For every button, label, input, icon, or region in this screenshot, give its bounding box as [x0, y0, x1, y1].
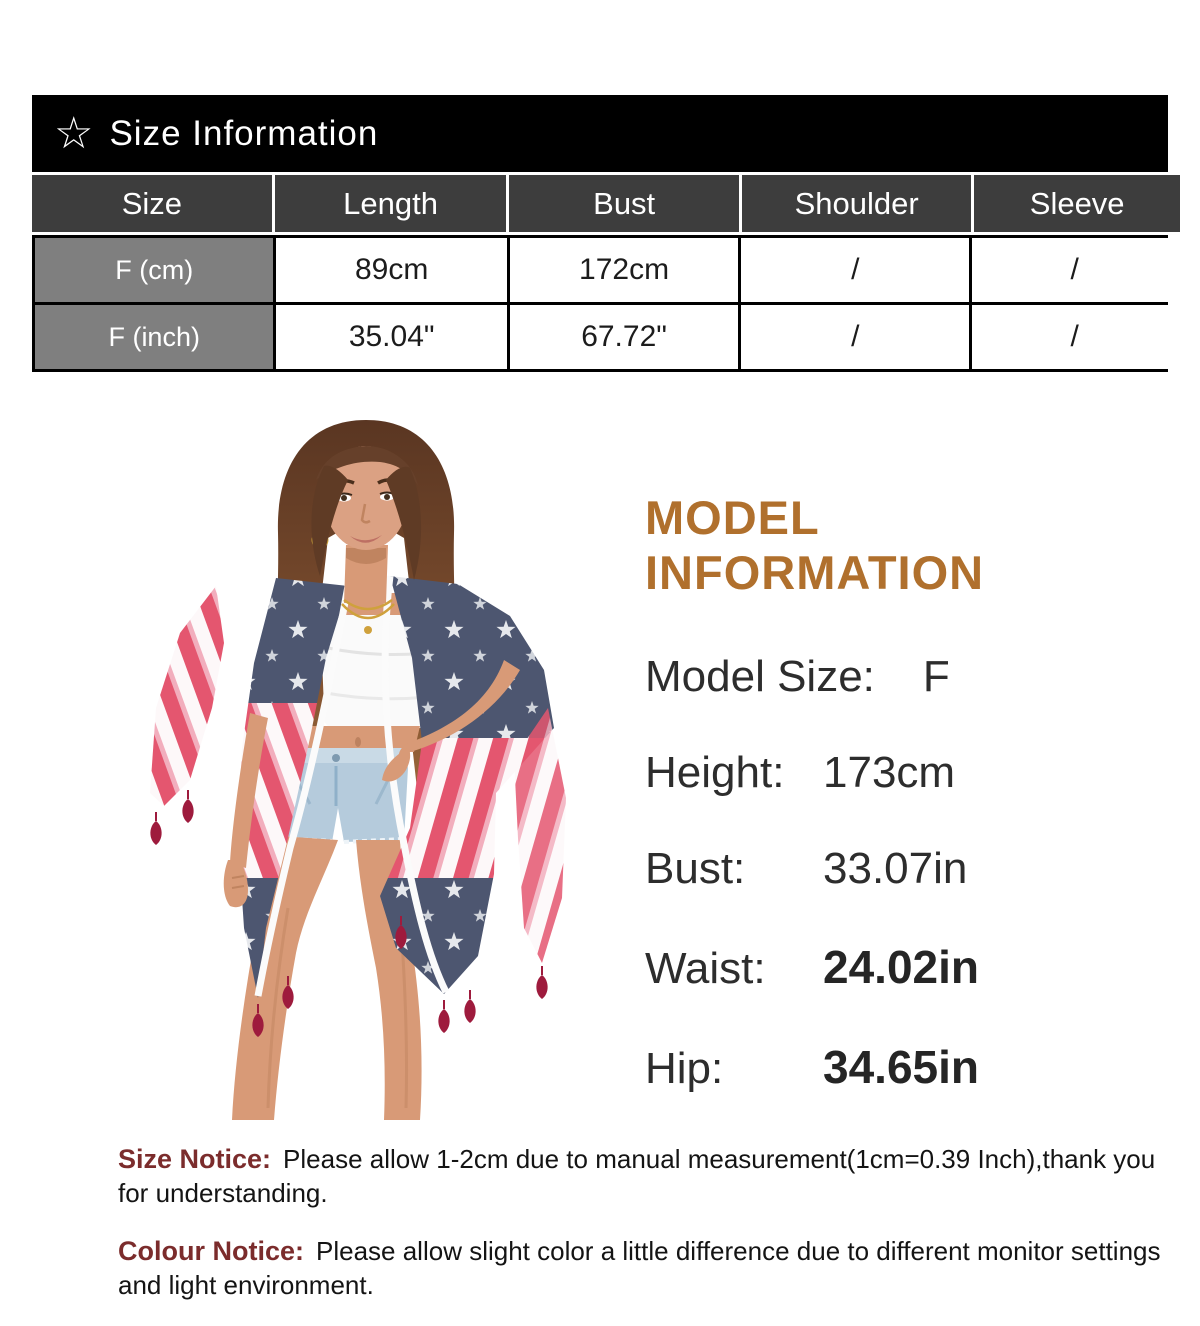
cell-cm-length: 89cm	[276, 238, 507, 302]
model-information-title: MODEL INFORMATION	[645, 491, 985, 599]
kimono-left-sleeve-drape	[150, 586, 224, 806]
model-size-label: Model Size:	[645, 652, 875, 701]
waist-label: Waist:	[645, 944, 766, 993]
header-sleeve: Sleeve	[974, 175, 1180, 232]
size-notice	[118, 1142, 1188, 1211]
hip-label: Hip:	[645, 1044, 724, 1093]
model-photo	[128, 408, 610, 1120]
colour-notice	[118, 1234, 1188, 1303]
cell-inch-sleeve: /	[972, 305, 1177, 369]
size-notice-text: Please allow 1-2cm due to manual measurement(1cm=0.39 Inch),thank you for understanding.	[118, 1144, 1156, 1209]
waist-value: 24.02in	[823, 941, 979, 993]
model-size-value: F	[922, 652, 950, 701]
row-label-inch: F (inch)	[35, 305, 273, 369]
model-size-row	[645, 652, 1165, 702]
bust-row	[645, 844, 1165, 894]
height-row	[645, 748, 1165, 798]
model-photo-illustration	[128, 408, 610, 1120]
cell-inch-length: 35.04"	[276, 305, 507, 369]
star-outline-icon: ☆	[54, 108, 94, 158]
row-label-cm: F (cm)	[35, 238, 273, 302]
cell-cm-bust: 172cm	[510, 238, 738, 302]
size-table-body	[32, 235, 1168, 372]
cell-inch-shoulder: /	[741, 305, 969, 369]
waist-row	[645, 940, 1165, 994]
header-shoulder: Shoulder	[742, 175, 971, 232]
size-information-banner	[32, 95, 1168, 172]
model-information	[645, 490, 1165, 1140]
cell-inch-bust: 67.72"	[510, 305, 738, 369]
height-value: 173cm	[823, 748, 956, 797]
bust-label: Bust:	[645, 844, 746, 893]
height-label: Height:	[645, 748, 785, 797]
header-size: Size	[32, 175, 272, 232]
cell-cm-sleeve: /	[972, 238, 1177, 302]
size-notice-label: Size Notice:	[118, 1144, 272, 1174]
cell-cm-shoulder: /	[741, 238, 969, 302]
colour-notice-text: Please allow slight color a little difference due to different monitor settings and light environment.	[118, 1235, 1161, 1300]
header-length: Length	[275, 175, 507, 232]
notices	[118, 1142, 1188, 1326]
hip-value: 34.65in	[823, 1041, 979, 1093]
colour-notice-label: Colour Notice:	[118, 1235, 304, 1266]
bust-value: 33.07in	[823, 844, 968, 893]
size-table	[32, 175, 1168, 372]
hip-row	[645, 1040, 1165, 1094]
size-table-header-row	[32, 175, 1168, 232]
header-bust: Bust	[509, 175, 738, 232]
banner-title: Size Information	[109, 113, 379, 153]
